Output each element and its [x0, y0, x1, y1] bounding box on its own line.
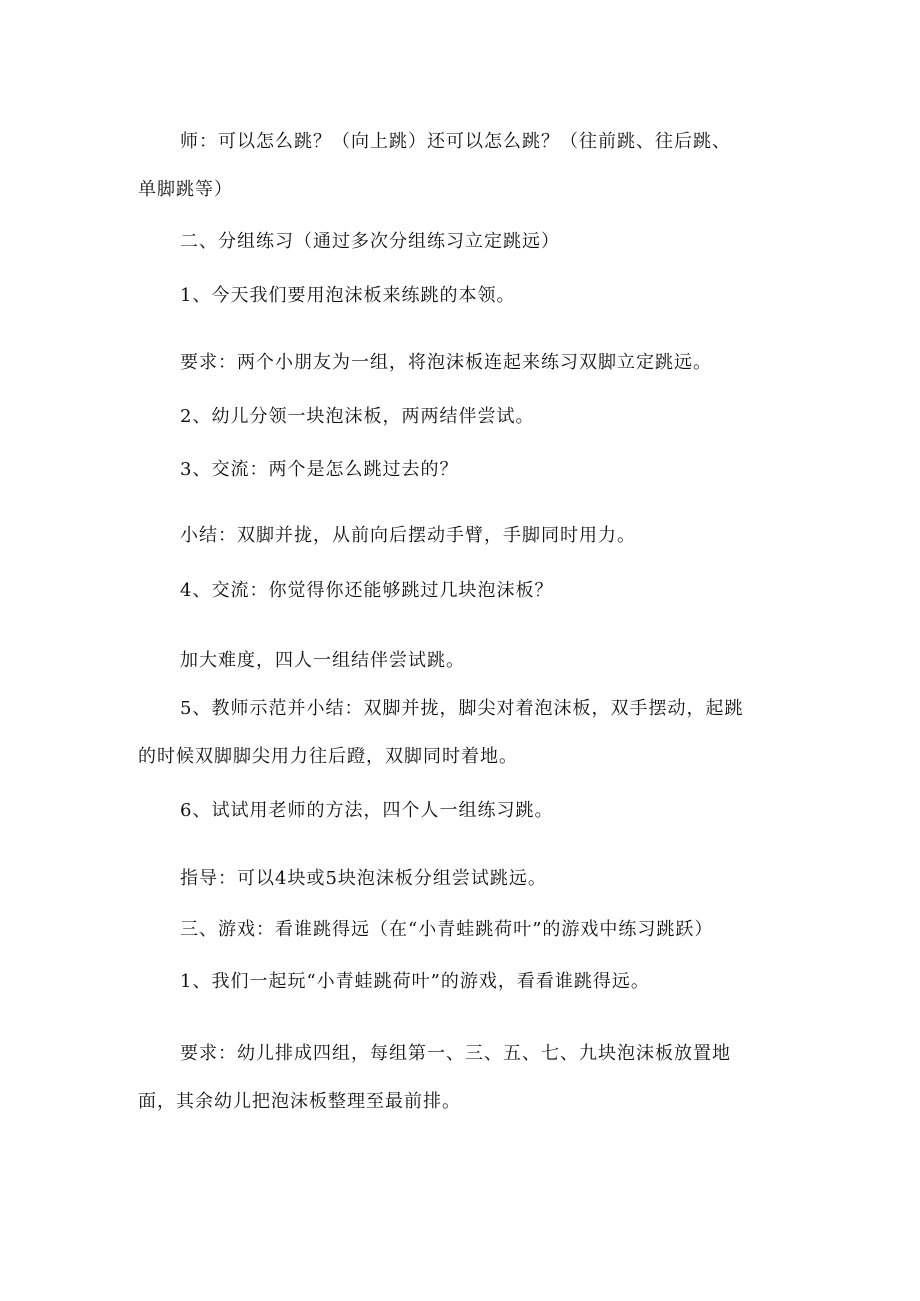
section-heading: 二、分组练习（通过多次分组练习立定跳远）	[180, 231, 560, 252]
paragraph-line: 面，其余幼儿把泡沫板整理至最前排。	[138, 1091, 461, 1112]
section-heading: 三、游戏：看谁跳得远（在“小青蛙跳荷叶”的游戏中练习跳跃）	[180, 919, 714, 940]
paragraph-line: 加大难度，四人一组结伴尝试跳。	[180, 650, 465, 671]
paragraph-line: 1、我们一起玩“小青蛙跳荷叶”的游戏，看看谁跳得远。	[180, 971, 650, 992]
paragraph-line: 6、试试用老师的方法，四个人一组练习跳。	[180, 800, 554, 821]
paragraph-line: 4、交流：你觉得你还能够跳过几块泡沫板？	[180, 580, 554, 601]
paragraph-line: 要求：两个小朋友为一组，将泡沫板连起来练习双脚立定跳远。	[180, 352, 712, 373]
paragraph-line: 单脚跳等）	[138, 179, 233, 200]
paragraph-line: 要求：幼儿排成四组，每组第一、三、五、七、九块泡沫板放置地	[180, 1043, 731, 1064]
paragraph-line: 的时候双脚脚尖用力往后蹬，双脚同时着地。	[138, 746, 518, 767]
paragraph-line: 师：可以怎么跳？（向上跳）还可以怎么跳？（往前跳、往后跳、	[180, 131, 731, 152]
paragraph-line: 5、教师示范并小结：双脚并拢，脚尖对着泡沫板，双手摆动，起跳	[180, 698, 744, 719]
paragraph-line: 2、幼儿分领一块泡沫板，两两结伴尝试。	[180, 406, 535, 427]
paragraph-line: 3、交流：两个是怎么跳过去的？	[180, 459, 459, 480]
paragraph-line: 1、今天我们要用泡沫板来练跳的本领。	[180, 285, 516, 306]
paragraph-line: 指导：可以4块或5块泡沫板分组尝试跳远。	[180, 868, 547, 889]
paragraph-line: 小结：双脚并拢，从前向后摆动手臂，手脚同时用力。	[180, 525, 636, 546]
